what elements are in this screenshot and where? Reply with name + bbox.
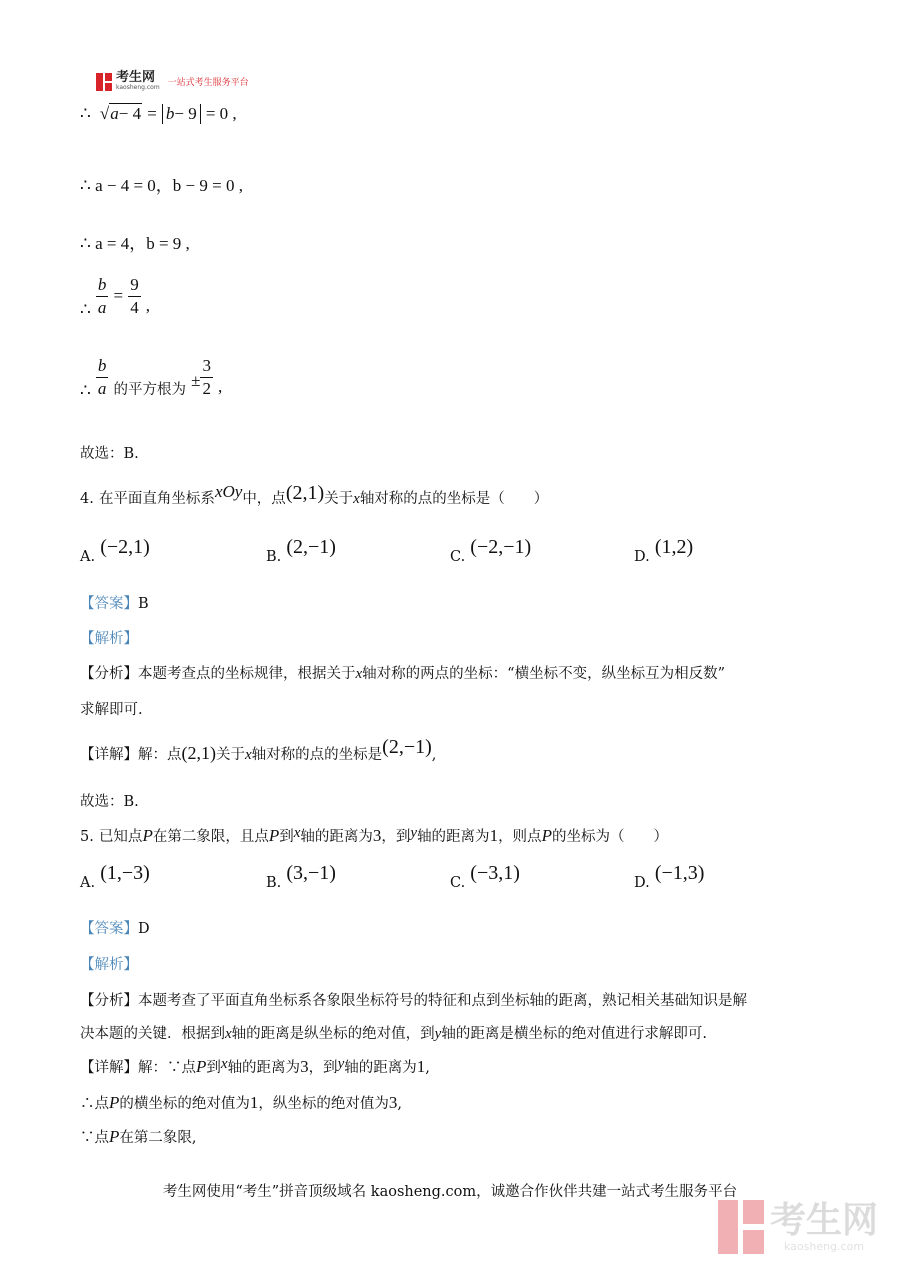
logo-slogan: 一站式考生服务平台 (167, 78, 249, 88)
watermark-text: 考生网 (770, 1199, 879, 1241)
q3-line-2: ∴ a − 4 = 0，b − 9 = 0 , (80, 176, 243, 195)
q5-option-a: A. (1,−3) (80, 862, 150, 891)
header-logo (96, 72, 249, 91)
q5-fenxi: 【分析】本题考查了平面直角坐标系各象限坐标符号的特征和点到坐标轴的距离，熟记相关基础知识是解 (80, 993, 747, 1009)
q4-option-b: B. (2,−1) (266, 536, 336, 565)
q5-analysis-tag: 【解析】 (80, 957, 138, 973)
logo-text: 考生网 (116, 70, 156, 85)
kaosheng-watermark (718, 1200, 878, 1254)
q4-fenxi: 【分析】本题考查点的坐标规律，根据关于x轴对称的两点的坐标：“横坐标不变，纵坐标互为相反数” (80, 666, 725, 682)
q4-xiangjie: 【详解】解：点(2,1)关于x轴对称的点的坐标是(2,−1), (80, 736, 437, 763)
q4-fenxi-cont: 求解即可. (80, 702, 143, 718)
q5-fenxi-cont: 决本题的关键．根据到x轴的距离是纵坐标的绝对值，到y轴的距离是横坐标的绝对值进行求解即可. (80, 1026, 707, 1042)
q5-option-b: B. (3,−1) (266, 862, 336, 891)
q3-line-4: ∴ $\frac{b}{a}$ = $\frac{9}{4}$ , (80, 275, 151, 319)
kaosheng-watermark-icon (718, 1200, 764, 1254)
q5-stem: 5. 已知点P在第二象限，且点P到x轴的距离为3，到y轴的距离为1，则点P的坐标为（ ） (80, 825, 668, 845)
q4-answer: 【答案】B (80, 596, 149, 612)
q3-choice: 故选：B. (80, 446, 139, 462)
logo-domain: kaosheng.com (116, 84, 160, 91)
watermark-domain: kaosheng.com (783, 1239, 865, 1253)
q4-stem: 4. 在平面直角坐标系xOy中，点(2,1)关于x轴对称的点的坐标是（ ） (80, 482, 549, 507)
q5-xiangjie-1: 【详解】解：∵点P到x轴的距离为3，到y轴的距离为1, (80, 1056, 430, 1076)
q5-option-c: C. (−3,1) (450, 862, 520, 891)
q5-xiangjie-3: ∵点P在第二象限, (80, 1127, 197, 1146)
q4-choice: 故选：B. (80, 794, 139, 810)
q4-analysis-tag: 【解析】 (80, 631, 138, 647)
q3-line-3: ∴ a = 4，b = 9 , (80, 234, 190, 253)
q4-option-a: A. (−2,1) (80, 536, 150, 565)
q4-option-d: D. (1,2) (634, 536, 694, 565)
q5-answer: 【答案】D (80, 921, 150, 937)
q3-line-5: ∴ $\frac{b}{a}$ 的平方根为 ± $\frac{3}{2}$ , (80, 356, 223, 400)
q4-option-c: C. (−2,−1) (450, 536, 532, 565)
q5-option-d: D. (−1,3) (634, 862, 705, 891)
q5-xiangjie-2: ∴点P的横坐标的绝对值为1，纵坐标的绝对值为3, (80, 1093, 402, 1112)
kaosheng-logo-icon (96, 73, 112, 91)
page-footer: 考生网使用“考生”拼音顶级域名 kaosheng.com，诚邀合作伙伴共建一站式考生服务平台 (162, 1184, 738, 1200)
q3-line-1: ∴ √a− 4 = b− 9 = 0 , (80, 104, 237, 123)
